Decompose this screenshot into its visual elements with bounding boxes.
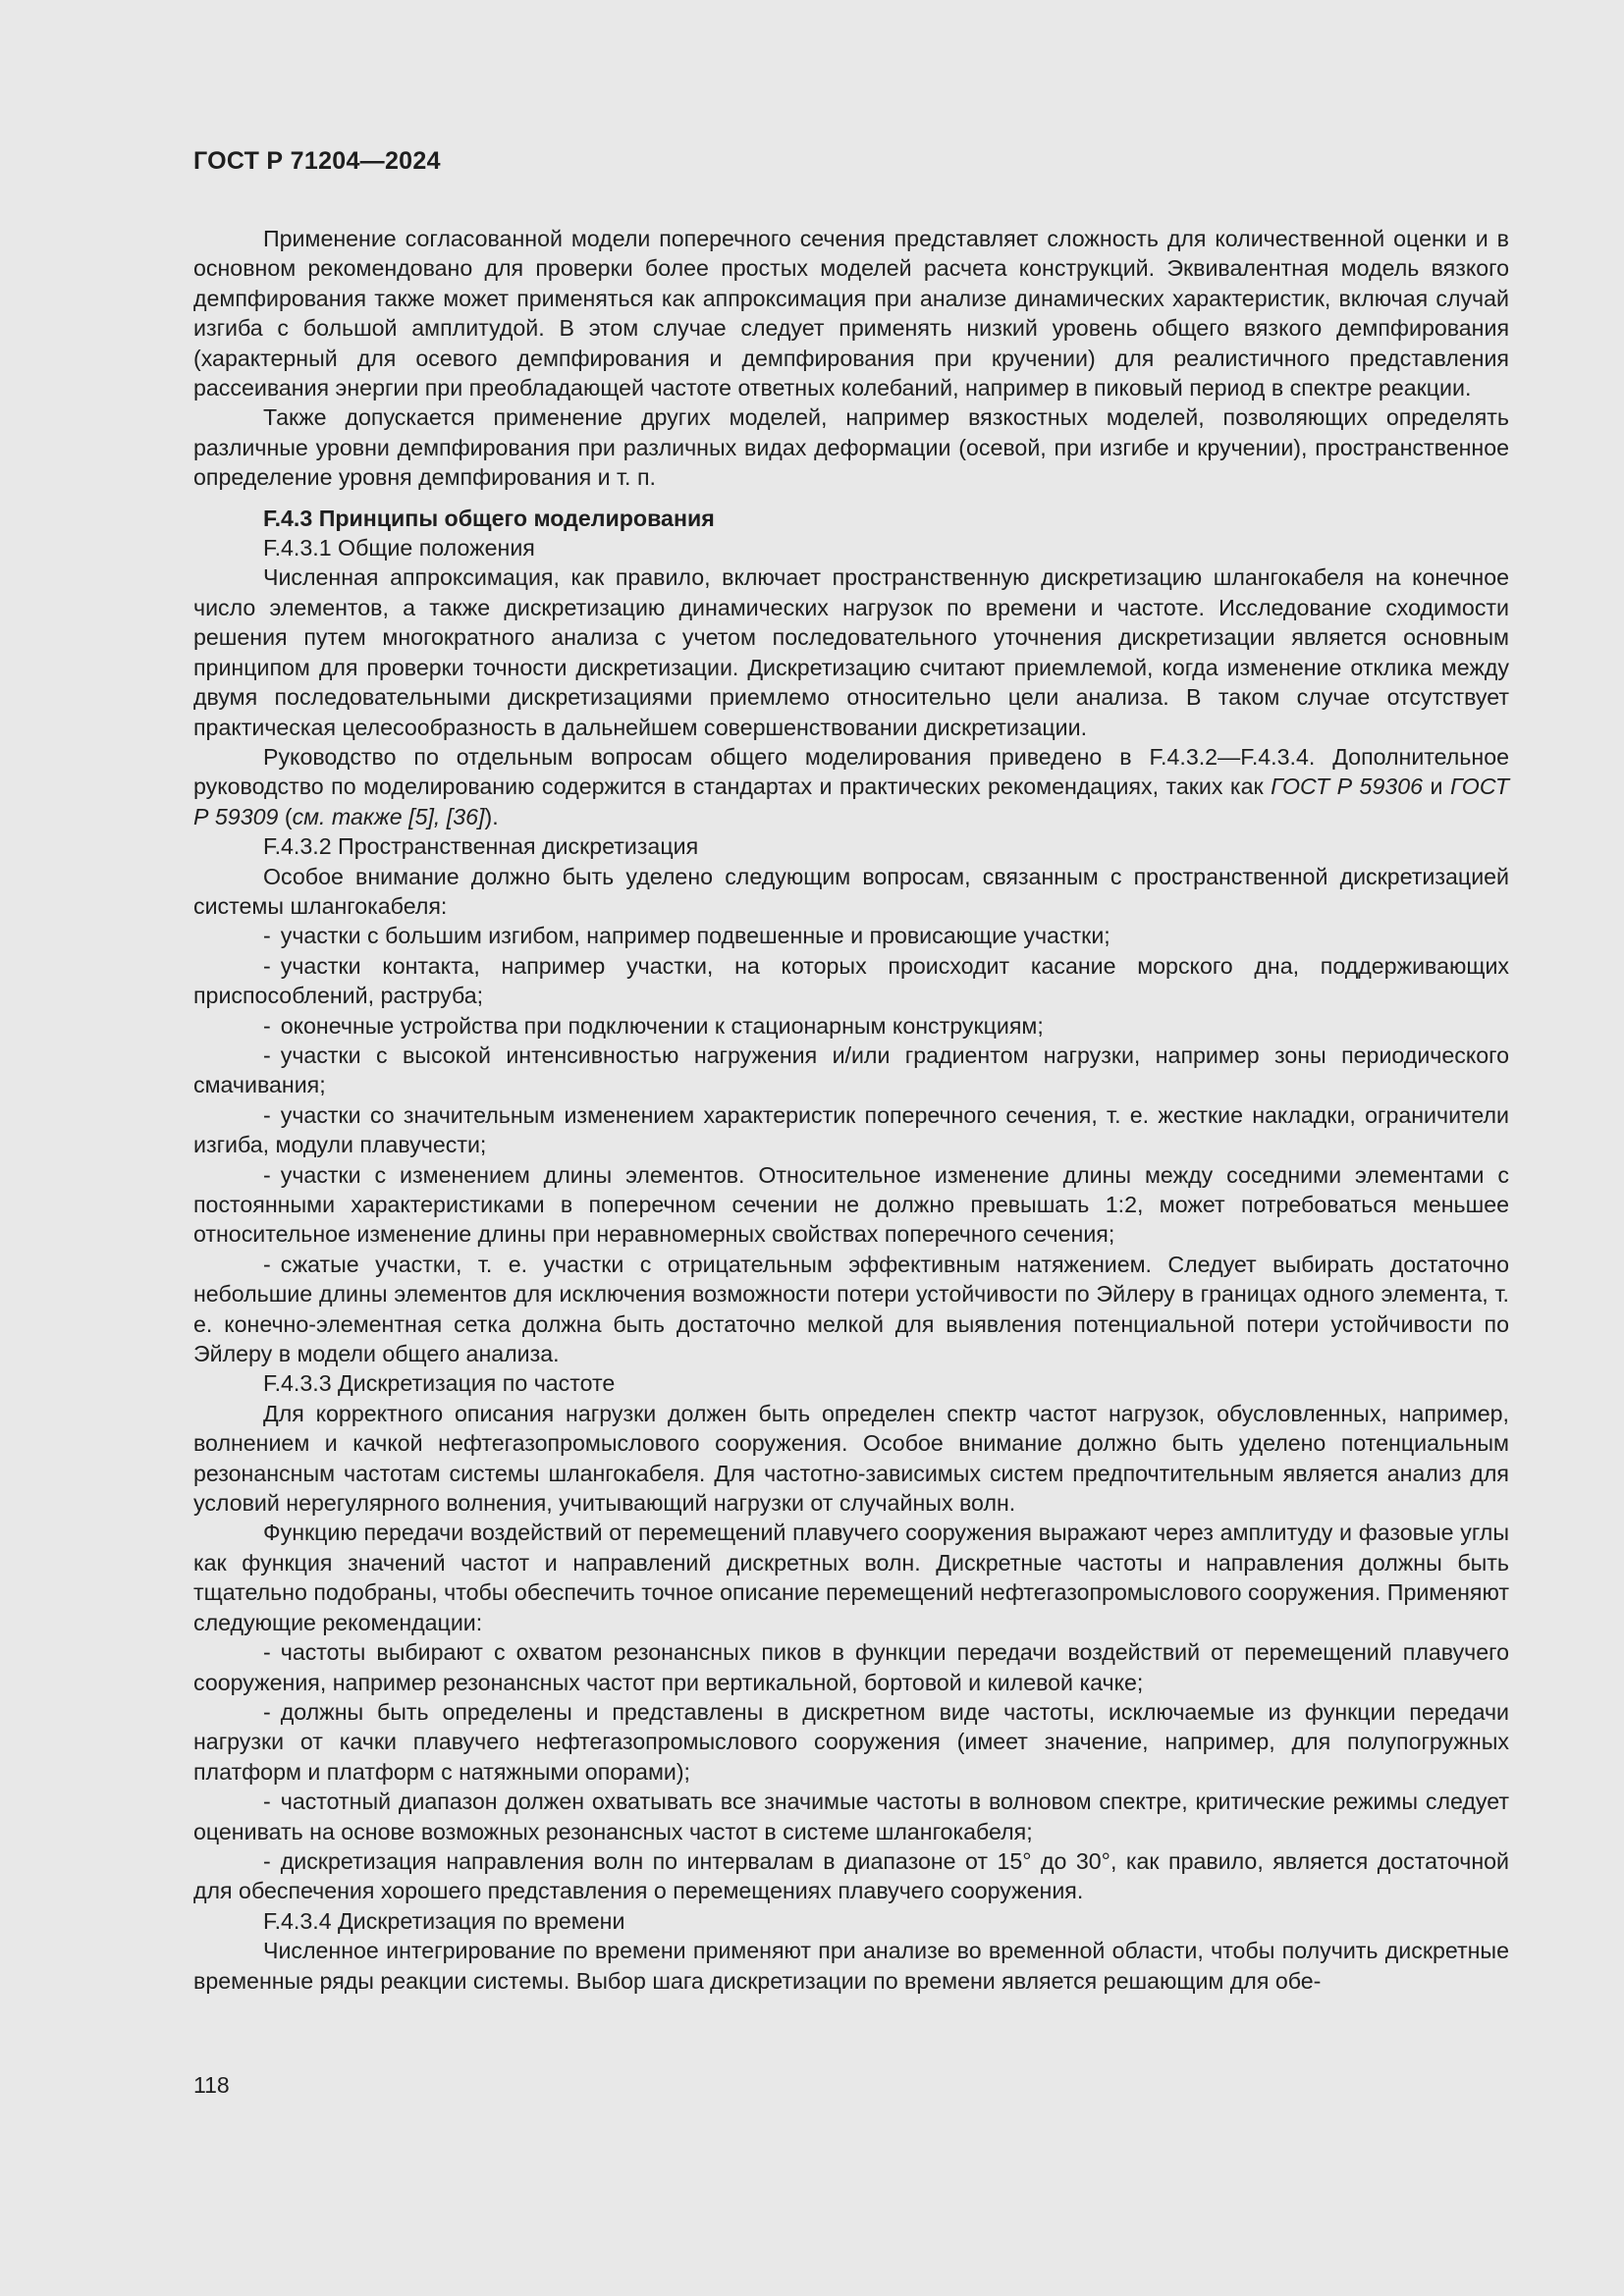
list-item-text: сжатые участки, т. е. участки с отрицательным эффективным натяжением. Следует выбирать достаточно небольшие длины элементов для исключения возможности потери устойчивости по Эйлеру в границах одного элемента, т. е. конечно-элементная сетка должна быть достаточно мелкой для выявления потенциальной потери устойчивости по Эйлеру в модели общего анализа. bbox=[193, 1251, 1509, 1367]
list-item bbox=[193, 1697, 1509, 1787]
page-body bbox=[193, 224, 1509, 1996]
dash-bullet: - bbox=[263, 1251, 271, 1277]
list-item-text: должны быть определены и представлены в дискретном виде частоты, исключаемые из функции передачи нагрузки от качки плавучего нефтегазопромыслового сооружения (имеет значение, например, для полупогружных платформ и платформ с натяжными опорами); bbox=[193, 1698, 1509, 1785]
dash-bullet: - bbox=[263, 952, 271, 979]
dash-bullet: - bbox=[263, 1012, 271, 1039]
standard-reference: ГОСТ Р 59306 bbox=[1271, 774, 1424, 800]
list-item-text: участки со значительным изменением характеристик поперечного сечения, т. е. жесткие накладки, ограничители изгиба, модули плавучести; bbox=[193, 1101, 1509, 1158]
dash-bullet: - bbox=[263, 1639, 271, 1666]
list-item bbox=[193, 951, 1509, 1011]
subsection-heading-f432: F.4.3.2 Пространственная дискретизация bbox=[263, 833, 699, 860]
subsection-heading-f434: F.4.3.4 Дискретизация по времени bbox=[263, 1907, 625, 1934]
subsection-heading-f433: F.4.3.3 Дискретизация по частоте bbox=[263, 1370, 616, 1397]
list-item-text: частоты выбирают с охватом резонансных пиков в функции передачи воздействий от перемещений плавучего сооружения, например резонансных частот при вертикальной, бортовой и килевой качке; bbox=[193, 1639, 1509, 1695]
list-item bbox=[193, 1637, 1509, 1697]
paragraph: Для корректного описания нагрузки должен быть определен спектр частот нагрузок, обусловленных, например, волнением и качкой нефтегазопромыслового сооружения. Особое внимание должно быть уделено потенциальным резонансным частотам системы шлангокабеля. Для частотно-зависимых систем предпочтительным является анализ для условий нерегулярного волнения, учитывающий нагрузки от случайных волн. bbox=[193, 1400, 1509, 1517]
dash-bullet: - bbox=[263, 923, 271, 949]
list-item-text: частотный диапазон должен охватывать все значимые частоты в волновом спектре, критические режимы следует оценивать на основе возможных резонансных частот в системе шлангокабеля; bbox=[193, 1789, 1509, 1844]
list-item bbox=[193, 1041, 1509, 1100]
subsection-heading-f431: F.4.3.1 Общие положения bbox=[263, 535, 535, 561]
paragraph-text: ( bbox=[278, 803, 293, 829]
list-item bbox=[193, 1100, 1509, 1160]
list-item-text: участки контакта, например участки, на которых происходит касание морского дна, поддерживающих приспособлений, раструба; bbox=[193, 952, 1509, 1009]
list-item-text: дискретизация направления волн по интервалам в диапазоне от 15° до 30°, как правило, является достаточной для обеспечения хорошего представления о перемещениях плавучего сооружения. bbox=[193, 1847, 1509, 1904]
section-heading-f43: F.4.3 Принципы общего моделирования bbox=[263, 505, 715, 531]
paragraph: Функцию передачи воздействий от перемещений плавучего сооружения выражают через амплитуду и фазовые углы как функция значений частот и направлений дискретных волн. Дискретные частоты и направления должны быть тщательно подобраны, чтобы обеспечить точное описание перемещений нефтегазопромыслового сооружения. Применяют следующие рекомендации: bbox=[193, 1520, 1509, 1635]
dash-bullet: - bbox=[263, 1101, 271, 1128]
list-item bbox=[193, 1787, 1509, 1846]
paragraph: Также допускается применение других моделей, например вязкостных моделей, позволяющих определять различные уровни демпфирования при различных видах деформации (осевой, при изгибе и кручении), пространственное определение уровня демпфирования и т. п. bbox=[193, 404, 1509, 491]
paragraph: Численная аппроксимация, как правило, включает пространственную дискретизацию шлангокабеля на конечное число элементов, а также дискретизацию динамических нагрузок по времени и частоте. Исследование сходимости решения путем многократного анализа с учетом последовательного уточнения дискретизации является основным принципом для проверки точности дискретизации. Дискретизацию считают приемлемой, когда изменение отклика между двумя последовательными дискретизациями приемлемо относительно цели анализа. В таком случае отсутствует практическая целесообразность в дальнейшем совершенствовании дискретизации. bbox=[193, 564, 1509, 740]
paragraph-text: ). bbox=[484, 803, 499, 829]
paragraph: Применение согласованной модели поперечного сечения представляет сложность для количественной оценки и в основном рекомендовано для проверки более простых моделей расчета конструкций. Эквивалентная модель вязкого демпфирования также может применяться как аппроксимация при анализе динамических характеристик, включая случай изгиба с большой амплитудой. В этом случае следует применять низкий уровень общего вязкого демпфирования (характерный для осевого демпфирования и демпфирования при кручении) для реалистичного представления рассеивания энергии при преобладающей частоте ответных колебаний, например в пиковый период в спектре реакции. bbox=[193, 226, 1509, 401]
list-item bbox=[193, 921, 1509, 950]
paragraph: Численное интегрирование по времени применяют при анализе во временной области, чтобы получить дискретные временные ряды реакции системы. Выбор шага дискретизации по времени является решающим для обе- bbox=[193, 1938, 1509, 1994]
dash-bullet: - bbox=[263, 1161, 271, 1188]
bibliography-reference: см. также [5], [36] bbox=[292, 803, 485, 829]
paragraph-text: и bbox=[1423, 774, 1450, 800]
list-item-text: участки с большим изгибом, например подвешенные и провисающие участки; bbox=[280, 923, 1110, 949]
list-item bbox=[193, 1160, 1509, 1250]
paragraph: Особое внимание должно быть уделено следующим вопросам, связанным с пространственной дискретизацией системы шлангокабеля: bbox=[193, 863, 1509, 919]
list-item-text: участки с высокой интенсивностью нагружения и/или градиентом нагрузки, например зоны периодического смачивания; bbox=[193, 1041, 1509, 1098]
dash-bullet: - bbox=[263, 1789, 271, 1815]
page-number: 118 bbox=[193, 2072, 230, 2098]
list-item bbox=[193, 1011, 1509, 1041]
dash-bullet: - bbox=[263, 1847, 271, 1874]
paragraph-with-references bbox=[193, 742, 1509, 831]
dash-bullet: - bbox=[263, 1698, 271, 1725]
document-code-header: ГОСТ Р 71204—2024 bbox=[193, 147, 441, 175]
list-item-text: оконечные устройства при подключении к стационарным конструкциям; bbox=[280, 1012, 1044, 1039]
paragraph-text: Руководство по отдельным вопросам общего моделирования приведено в F.4.3.2—F.4.3.4. Дополнительное руководство по моделированию содержится в стандартах и практических рекомендациях, таких как bbox=[193, 743, 1509, 800]
standard-reference: ГОСТ Р 59309 bbox=[193, 774, 1509, 829]
list-item bbox=[193, 1846, 1509, 1906]
dash-bullet: - bbox=[263, 1041, 271, 1068]
list-item-text: участки с изменением длины элементов. Относительное изменение длины между соседними элементами с постоянными характеристиками в поперечном сечении не должно превышать 1:2, может потребоваться меньшее относительное изменение длины при неравномерных свойствах поперечного сечения; bbox=[193, 1161, 1509, 1248]
list-item bbox=[193, 1250, 1509, 1369]
